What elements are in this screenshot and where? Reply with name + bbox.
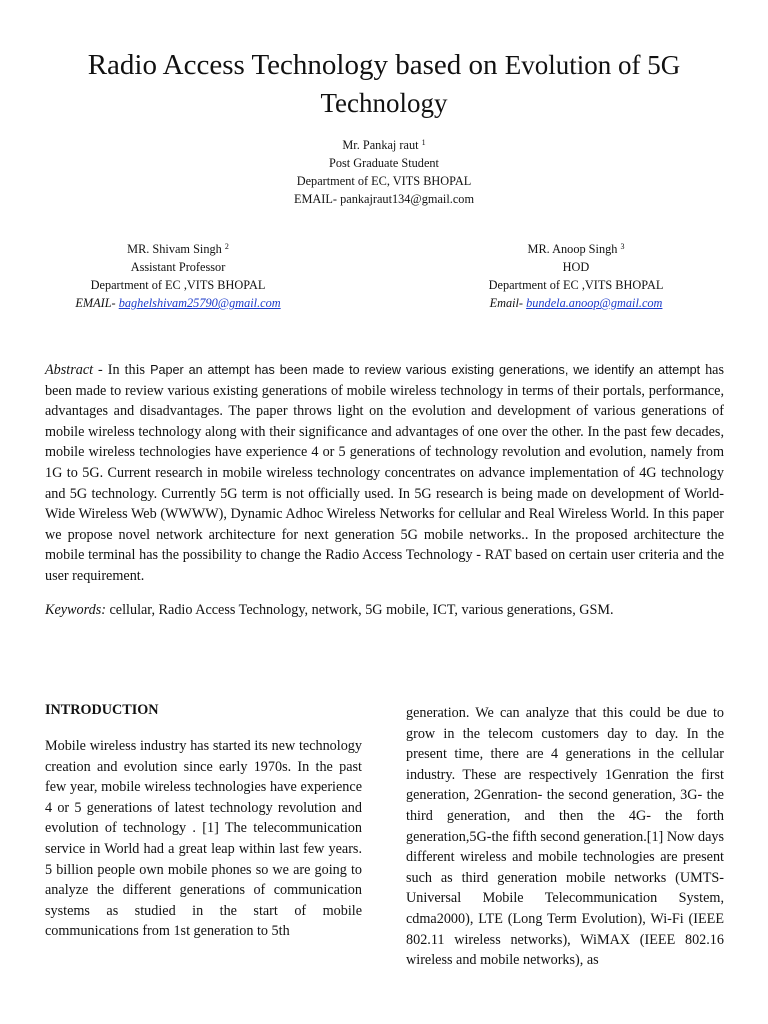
keywords [45, 600, 724, 620]
paper-title [40, 46, 728, 122]
introduction-heading: INTRODUCTION [45, 702, 159, 718]
author-1-name-line [284, 136, 484, 154]
author-2-sup: 2 [224, 242, 229, 251]
author-2-email-label: EMAIL- [75, 296, 116, 310]
author-1-name: Mr. Pankaj raut [342, 138, 419, 152]
author-3-role: HOD [562, 260, 590, 274]
author-1-sup: 1 [421, 138, 426, 147]
abstract-lead: - In this [93, 362, 151, 378]
author-2-name-line [60, 240, 296, 258]
author-1-email-line [284, 190, 484, 208]
author-3-email-label: Email- [489, 296, 524, 310]
author-3-dept: Department of EC ,VITS BHOPAL [488, 278, 664, 292]
author-2-email-line [60, 294, 296, 312]
author-1-email-label: EMAIL- [293, 192, 338, 206]
abstract-sans-run: Paper an attempt has been made to review various existing generations, we identify an attempt [150, 363, 701, 377]
introduction-right-column: generation. We can analyze that this could be due to grow in the telecom customers day to day. In the present time, there are 4 generations in the cellular industry. These are respectively 1Genration the first generation, 2Genration- the second generation, 3G- the third generation, and then the 4G- the forth generation,5G-the fifth second generation.[1] Now days different wireless and mobile technologies are present such as third generation mobile networks (UMTS- Universal Mobile Telecommunication System, cdma2000), LTE (Long Term Evolution), Wi-Fi (IEEE 802.11 wireless networks), WiMAX (IEEE 802.16 wireless and mobile networks), as [406, 705, 724, 969]
title-main: Radio Access Technology based on [87, 49, 498, 81]
author-2-role: Assistant Professor [130, 260, 226, 274]
title-tail: Evolution of 5G Technology [320, 50, 681, 118]
author-3-email-link[interactable]: bundela.anoop@gmail.com [526, 296, 663, 310]
author-2-email-link[interactable]: baghelshivam25790@gmail.com [118, 296, 281, 310]
keywords-label: Keywords: [45, 602, 106, 618]
author-1-email: pankajraut134@gmail.com [340, 192, 475, 206]
author-3-sup: 3 [620, 242, 625, 251]
author-2 [60, 240, 296, 312]
author-2-dept: Department of EC ,VITS BHOPAL [90, 278, 266, 292]
abstract-body: has been made to review various existing generations of mobile wireless technology in terms of their portals, performance, advantages and disadvantages. The paper throws light on the evolution and development of various generations of mobile wireless technology along with their significance and advantages of one over the other. In the past few decades, mobile wireless technologies have experience 4 or 5 generations of technology revolution and evolution, namely from 1G to 5G. Current research in mobile wireless technology concentrates on advance implementation of 4G technology and 5G technology. Currently 5G term is not officially used. In 5G research is being made on development of World-Wide Wireless Web (WWWW), Dynamic Adhoc Wireless Networks for cellular and Real Wireless World. In this paper we propose novel network architecture for next generation 5G mobile networks.. In the proposed architecture the mobile terminal has the possibility to change the Radio Access Technology - RAT based on certain user criteria and the user requirement. [45, 362, 724, 584]
author-1-role: Post Graduate Student [329, 156, 439, 170]
keywords-text: cellular, Radio Access Technology, network, 5G mobile, ICT, various generations, GSM. [105, 602, 614, 618]
introduction-left-column: Mobile wireless industry has started its new technology creation and evolution since early 1970s. In the past few year, mobile wireless technologies have experience 4 or 5 generations of latest technology revolution and evolution of technology . [1] The telecommunication service in World had a great leap within last few years. 5 billion people own mobile phones so we are going to analyze the different generations of communication systems as studied in the start of mobile communications from 1st generation to 5th [45, 738, 362, 940]
abstract-label: Abstract [45, 362, 94, 378]
author-3-name-line [476, 240, 676, 258]
author-1 [284, 136, 484, 208]
author-1-dept: Department of EC, VITS BHOPAL [296, 174, 472, 188]
abstract [45, 360, 724, 587]
author-3 [476, 240, 676, 312]
author-2-name: MR. Shivam Singh [127, 242, 222, 256]
author-3-email-line [476, 294, 676, 312]
author-3-name: MR. Anoop Singh [527, 242, 618, 256]
